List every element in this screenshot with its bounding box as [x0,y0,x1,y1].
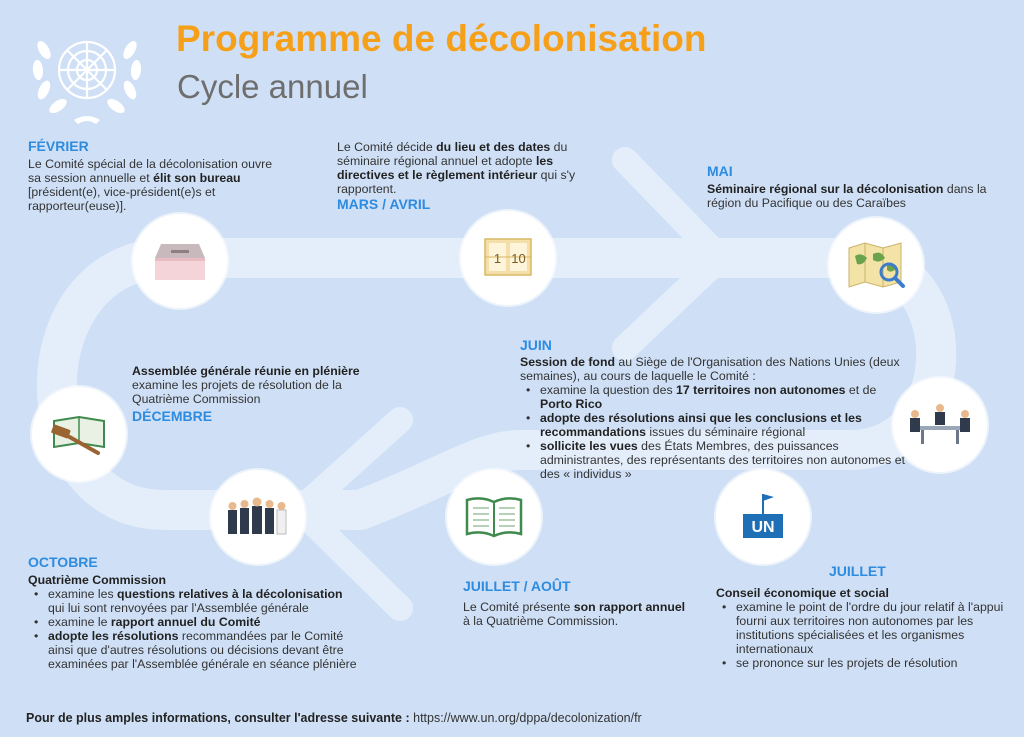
fevrier-heading: FÉVRIER [28,138,89,154]
juin-circle [893,378,987,472]
calendar-digit: 1 [493,251,502,266]
juillet-heading: JUILLET [829,563,886,579]
ballot-box-icon [133,214,227,308]
footer-label: Pour de plus amples informations, consulter l'adresse suivante : [26,711,410,725]
octobre-item: • examine le rapport annuel du Comité [28,615,358,629]
octobre-item: • examine les questions relatives à la décolonisation qui lui sont renvoyées par l'Assemblée générale [28,587,358,615]
octobre-circle [211,470,305,564]
calendar-icon [461,211,555,305]
juillet-item: • se prononce sur les projets de résolution [716,656,1006,670]
juillet-aout-circle [447,470,541,564]
gavel-icon [32,387,126,481]
un-emblem-icon [26,20,148,128]
juin-item: • adopte des résolutions ainsi que les conclusions et les recommandations issues du séminaire régional [520,411,905,439]
map-icon [829,218,923,312]
footer-link[interactable]: https://www.un.org/dppa/decolonization/fr [409,711,642,725]
mai-text: Séminaire régional sur la décolonisation dans la région du Pacifique ou des Caraïbes [707,182,987,210]
decembre-circle [32,387,126,481]
decembre-heading: DÉCEMBRE [132,408,213,424]
meeting-icon [893,378,987,472]
mai-circle [829,218,923,312]
juillet-aout-heading: JUILLET / AOÛT [463,578,571,594]
open-book-icon [447,470,541,564]
mars-heading: MARS / AVRIL [337,196,431,212]
juin-item: • sollicite les vues des États Membres, des puissances administrantes, des représentants des territoires non autonomes et des « individus » [520,439,905,481]
page-title: Programme de décolonisation [176,18,707,59]
mars-text: Le Comité décide du lieu et des dates du séminaire régional annuel et adopte les directives et le règlement intérieur qui s'y rapportent. [337,140,576,196]
juin-item: • examine la question des 17 territoires non autonomes et de Porto Rico [520,383,905,411]
calendar-digit: 10 [511,251,526,266]
juin-text: Session de fond au Siège de l'Organisation des Nations Unies (deux semaines), au cours de laquelle le Comité : • examine la question des 17 territoires non autonomes et de Porto Rico • adopte des résolutions ainsi que les conclusions et les recommandations issues du séminaire régional • sollicite les vues des États Membres, des puissances administrantes, des représentants des territoires non autonomes et des « individus » [520,355,905,481]
footer [26,711,642,725]
delegates-icon [211,470,305,564]
octobre-item: • adopte les résolutions recommandées par le Comité ainsi que d'autres résolutions ou décisions devant être examinées par l'Assemblée générale en séance plénière [28,629,358,671]
page-subtitle: Cycle annuel [177,68,368,105]
un-logo-text: UN [751,519,775,536]
juillet-text: Conseil économique et social • examine le point de l'ordre du jour relatif à l'appui fourni aux territoires non autonomes par les institutions spécialisées et les organismes internationaux • se prononce sur les projets de résolution [716,586,1006,670]
juin-heading: JUIN [520,337,552,353]
decembre-text: Assemblée générale réunie en plénière examine les projets de résolution de la Quatrième Commission [132,364,360,406]
mai-heading: MAI [707,163,733,179]
mars-circle [461,211,555,305]
fevrier-circle [133,214,227,308]
juillet-aout-text: Le Comité présente son rapport annuel à la Quatrième Commission. [463,600,686,628]
juillet-item: • examine le point de l'ordre du jour relatif à l'appui fourni aux territoires non autonomes par les institutions spécialisées et les organismes internationaux [716,600,1006,656]
octobre-text: Quatrième Commission • examine les questions relatives à la décolonisation qui lui sont renvoyées par l'Assemblée générale • examine le rapport annuel du Comité • adopte les résolutions recommandées par le Comité ainsi que d'autres résolutions ou décisions devant être examinées par l'Assemblée générale en séance plénière [28,573,358,671]
octobre-heading: OCTOBRE [28,554,98,570]
fevrier-text: Le Comité spécial de la décolonisation ouvre sa session annuelle et élit son bureau [président(e), vice-président(e)s et rapporteur(euse)]. [28,157,273,213]
juillet-circle [716,470,810,564]
un-building-icon [716,470,810,564]
